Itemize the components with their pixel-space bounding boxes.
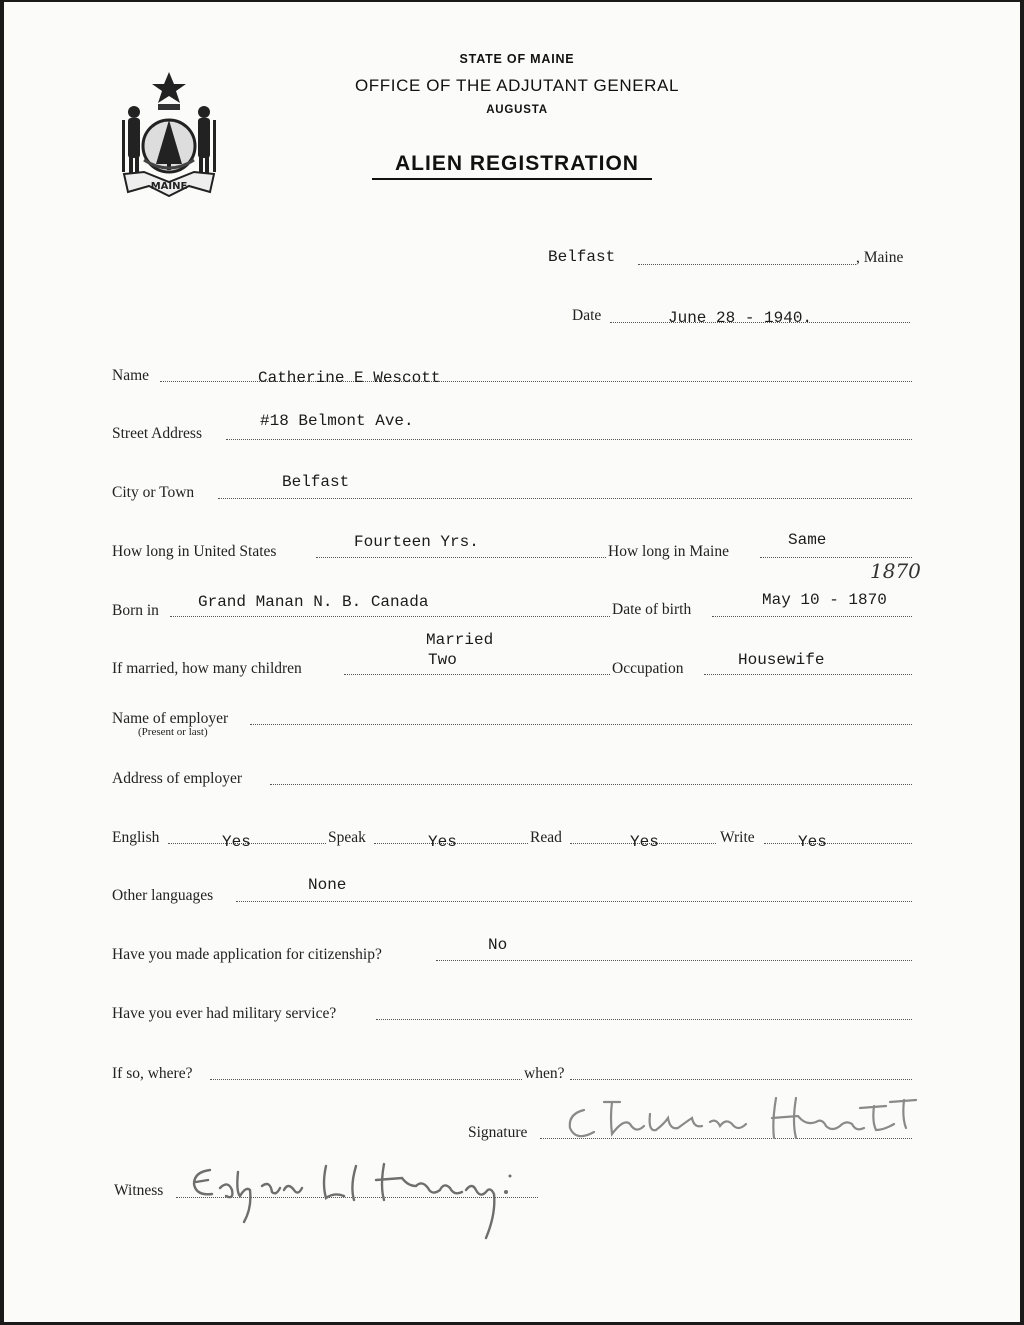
read-label: Read xyxy=(530,829,562,846)
read-value: Yes xyxy=(630,833,659,851)
date-label: Date xyxy=(572,307,602,324)
street-label: Street Address xyxy=(112,425,202,442)
us-time-label: How long in United States xyxy=(112,543,277,560)
location-value: Belfast xyxy=(548,248,616,266)
city-value: Belfast xyxy=(282,473,350,491)
children-value: Two xyxy=(428,651,457,669)
speak-value: Yes xyxy=(428,833,457,851)
other-lang-label: Other languages xyxy=(112,887,214,904)
location-line xyxy=(638,264,856,265)
witness-handwriting xyxy=(180,1152,540,1244)
name-value: Catherine E Wescott xyxy=(258,369,441,387)
write-line xyxy=(764,843,912,844)
write-label: Write xyxy=(720,829,755,846)
citizenship-value: No xyxy=(488,936,508,954)
signature-label: Signature xyxy=(468,1124,528,1141)
citizenship-line xyxy=(436,960,912,961)
us-time-value: Fourteen Yrs. xyxy=(354,533,479,551)
dob-value: May 10 - 1870 xyxy=(762,591,887,609)
maine-time-value: Same xyxy=(788,531,827,549)
military-line xyxy=(376,1019,912,1020)
dob-label: Date of birth xyxy=(612,601,692,618)
name-label: Name xyxy=(112,367,150,384)
speak-label: Speak xyxy=(328,829,366,846)
english-value: Yes xyxy=(222,833,251,851)
street-value: #18 Belmont Ave. xyxy=(260,412,414,430)
military-label: Have you ever had military service? xyxy=(112,1005,337,1022)
children-label: If married, how many children xyxy=(112,660,302,677)
signature-handwriting xyxy=(560,1088,940,1146)
where-label: If so, where? xyxy=(112,1065,193,1082)
occupation-value: Housewife xyxy=(738,651,825,669)
write-value: Yes xyxy=(798,833,827,851)
employer-label: Name of employer xyxy=(112,710,229,727)
svg-text:MAINE: MAINE xyxy=(150,181,188,192)
employer-address-line xyxy=(270,784,912,785)
other-lang-line xyxy=(236,901,912,902)
children-line xyxy=(344,674,610,675)
occupation-line xyxy=(704,674,912,675)
english-label: English xyxy=(112,829,160,846)
citizenship-label: Have you made application for citizenship? xyxy=(112,946,382,963)
maine-time-line xyxy=(760,557,912,558)
header-city: AUGUSTA xyxy=(486,104,548,116)
dob-line xyxy=(712,616,912,617)
witness-label: Witness xyxy=(114,1182,164,1199)
born-label: Born in xyxy=(112,602,159,619)
header-state: STATE OF MAINE xyxy=(459,52,575,66)
married-status-value: Married xyxy=(426,631,494,649)
when-line xyxy=(570,1079,912,1080)
born-line xyxy=(170,616,610,617)
us-time-line xyxy=(316,557,606,558)
registration-form xyxy=(4,2,1020,1322)
when-label: when? xyxy=(524,1065,565,1082)
employer-sublabel: (Present or last) xyxy=(138,726,208,738)
title-underline xyxy=(372,178,652,180)
maine-time-label: How long in Maine xyxy=(608,543,729,560)
where-line xyxy=(210,1079,522,1080)
location-suffix: , Maine xyxy=(856,249,904,266)
employer-line xyxy=(250,724,912,725)
employer-address-label: Address of employer xyxy=(112,770,242,787)
dob-handwritten-year: 1870 xyxy=(870,559,921,583)
city-line xyxy=(218,498,912,499)
born-value: Grand Manan N. B. Canada xyxy=(198,593,429,611)
date-value: June 28 - 1940. xyxy=(668,309,813,327)
header-office: OFFICE OF THE ADJUTANT GENERAL xyxy=(354,76,680,95)
other-lang-value: None xyxy=(308,876,347,894)
street-line xyxy=(226,439,912,440)
page-title: ALIEN REGISTRATION xyxy=(395,152,639,175)
occupation-label: Occupation xyxy=(612,660,684,677)
city-label: City or Town xyxy=(112,484,195,501)
